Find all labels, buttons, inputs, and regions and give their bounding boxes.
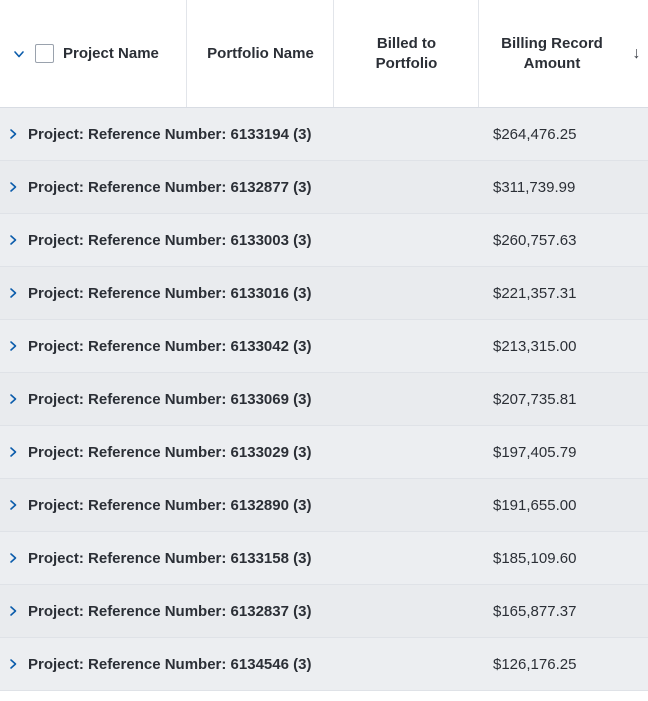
sort-descending-indicator[interactable] <box>625 0 648 107</box>
column-header-billed-to-portfolio-label <box>376 34 438 73</box>
cell-spacer <box>625 585 648 637</box>
cell-project-name[interactable] <box>0 320 312 372</box>
cell-spacer <box>625 479 648 531</box>
cell-billed-to-portfolio <box>334 320 479 372</box>
column-header-billing-record-amount-label <box>501 34 603 73</box>
cell-project-name[interactable] <box>0 479 312 531</box>
cell-project-name[interactable] <box>0 214 312 266</box>
cell-billed-to-portfolio <box>334 479 479 531</box>
cell-project-name[interactable] <box>0 108 312 160</box>
cell-billing-record-amount <box>479 267 625 319</box>
cell-billed-to-portfolio <box>334 214 479 266</box>
cell-spacer <box>625 214 648 266</box>
cell-portfolio-name <box>187 479 334 531</box>
billing-record-amount-value: $221,357.31 <box>493 284 577 302</box>
billing-record-amount-value: $207,735.81 <box>493 390 577 408</box>
chevron-right-icon[interactable] <box>6 604 20 618</box>
chevron-right-icon[interactable] <box>6 392 20 406</box>
cell-billed-to-portfolio <box>334 267 479 319</box>
billing-record-amount-value: $165,877.37 <box>493 602 577 620</box>
cell-billed-to-portfolio <box>334 638 479 690</box>
column-header-portfolio-name[interactable] <box>187 0 334 107</box>
amount-line-2: Amount <box>523 54 581 72</box>
chevron-right-icon[interactable] <box>6 445 20 459</box>
chevron-right-icon[interactable] <box>6 551 20 565</box>
column-header-billing-record-amount[interactable] <box>479 0 625 107</box>
project-name-label: Project: Reference Number: 6133029 (3) <box>28 443 312 461</box>
cell-spacer <box>625 108 648 160</box>
cell-billed-to-portfolio <box>334 161 479 213</box>
cell-project-name[interactable] <box>0 585 312 637</box>
chevron-right-icon[interactable] <box>6 286 20 300</box>
project-name-label: Project: Reference Number: 6133003 (3) <box>28 231 312 249</box>
table-row[interactable] <box>0 638 648 691</box>
billing-record-amount-value: $213,315.00 <box>493 337 577 355</box>
cell-billing-record-amount <box>479 638 625 690</box>
chevron-right-icon[interactable] <box>6 657 20 671</box>
cell-spacer <box>625 267 648 319</box>
cell-portfolio-name <box>187 108 334 160</box>
cell-project-name[interactable] <box>0 638 312 690</box>
billing-record-amount-value: $126,176.25 <box>493 655 577 673</box>
billing-record-amount-value: $311,739.99 <box>493 178 576 196</box>
cell-billing-record-amount <box>479 320 625 372</box>
table-row[interactable] <box>0 161 648 214</box>
cell-billing-record-amount <box>479 479 625 531</box>
column-header-project-name[interactable] <box>0 0 187 107</box>
chevron-down-icon[interactable] <box>12 47 26 61</box>
table-row[interactable] <box>0 214 648 267</box>
cell-billed-to-portfolio <box>334 426 479 478</box>
cell-portfolio-name <box>187 214 334 266</box>
table-row[interactable] <box>0 267 648 320</box>
grid-header-row <box>0 0 648 108</box>
billing-record-amount-value: $197,405.79 <box>493 443 577 461</box>
cell-spacer <box>625 426 648 478</box>
cell-billed-to-portfolio <box>334 585 479 637</box>
select-all-checkbox[interactable] <box>35 44 54 63</box>
project-name-label: Project: Reference Number: 6132877 (3) <box>28 178 312 196</box>
cell-billing-record-amount <box>479 161 625 213</box>
amount-line-1: Billing Record <box>501 35 603 52</box>
cell-portfolio-name <box>187 161 334 213</box>
cell-billing-record-amount <box>479 214 625 266</box>
billing-record-amount-value: $260,757.63 <box>493 231 577 249</box>
table-row[interactable] <box>0 585 648 638</box>
cell-project-name[interactable] <box>0 426 312 478</box>
project-name-label: Project: Reference Number: 6132837 (3) <box>28 602 312 620</box>
cell-spacer <box>625 373 648 425</box>
cell-project-name[interactable] <box>0 161 312 213</box>
table-row[interactable] <box>0 532 648 585</box>
table-row[interactable] <box>0 373 648 426</box>
project-name-label: Project: Reference Number: 6133042 (3) <box>28 337 312 355</box>
cell-billing-record-amount <box>479 532 625 584</box>
billed-line-1: Billed to <box>376 35 437 52</box>
chevron-right-icon[interactable] <box>6 180 20 194</box>
cell-project-name[interactable] <box>0 267 312 319</box>
cell-billing-record-amount <box>479 426 625 478</box>
billing-record-amount-value: $264,476.25 <box>493 125 577 143</box>
billing-record-amount-value: $191,655.00 <box>493 496 577 514</box>
cell-spacer <box>625 320 648 372</box>
cell-portfolio-name <box>187 585 334 637</box>
chevron-right-icon[interactable] <box>6 233 20 247</box>
cell-billing-record-amount <box>479 373 625 425</box>
project-name-label: Project: Reference Number: 6133069 (3) <box>28 390 312 408</box>
chevron-right-icon[interactable] <box>6 339 20 353</box>
billing-record-amount-value: $185,109.60 <box>493 549 577 567</box>
table-row[interactable] <box>0 320 648 373</box>
column-header-billed-to-portfolio[interactable] <box>334 0 479 107</box>
cell-spacer <box>625 532 648 584</box>
cell-billed-to-portfolio <box>334 373 479 425</box>
project-name-label: Project: Reference Number: 6133158 (3) <box>28 549 312 567</box>
cell-portfolio-name <box>187 638 334 690</box>
project-name-label: Project: Reference Number: 6133016 (3) <box>28 284 312 302</box>
table-row[interactable] <box>0 108 648 161</box>
table-row[interactable] <box>0 426 648 479</box>
cell-project-name[interactable] <box>0 532 312 584</box>
cell-portfolio-name <box>187 320 334 372</box>
grid-bottom-spacer <box>0 691 648 701</box>
cell-portfolio-name <box>187 532 334 584</box>
cell-portfolio-name <box>187 267 334 319</box>
arrow-down-icon: ↓ <box>632 44 641 62</box>
column-header-portfolio-name-label: Portfolio Name <box>207 45 314 62</box>
column-header-project-name-label: Project Name <box>63 45 159 62</box>
billed-line-2: Portfolio <box>375 54 438 72</box>
project-name-label: Project: Reference Number: 6133194 (3) <box>28 125 312 143</box>
cell-billing-record-amount <box>479 585 625 637</box>
grid-body <box>0 108 648 691</box>
cell-project-name[interactable] <box>0 373 312 425</box>
chevron-right-icon[interactable] <box>6 498 20 512</box>
chevron-right-icon[interactable] <box>6 127 20 141</box>
table-row[interactable] <box>0 479 648 532</box>
cell-spacer <box>625 638 648 690</box>
project-name-label: Project: Reference Number: 6132890 (3) <box>28 496 312 514</box>
cell-billed-to-portfolio <box>334 532 479 584</box>
cell-billed-to-portfolio <box>334 108 479 160</box>
cell-portfolio-name <box>187 426 334 478</box>
cell-spacer <box>625 161 648 213</box>
cell-portfolio-name <box>187 373 334 425</box>
project-name-label: Project: Reference Number: 6134546 (3) <box>28 655 312 673</box>
cell-billing-record-amount <box>479 108 625 160</box>
